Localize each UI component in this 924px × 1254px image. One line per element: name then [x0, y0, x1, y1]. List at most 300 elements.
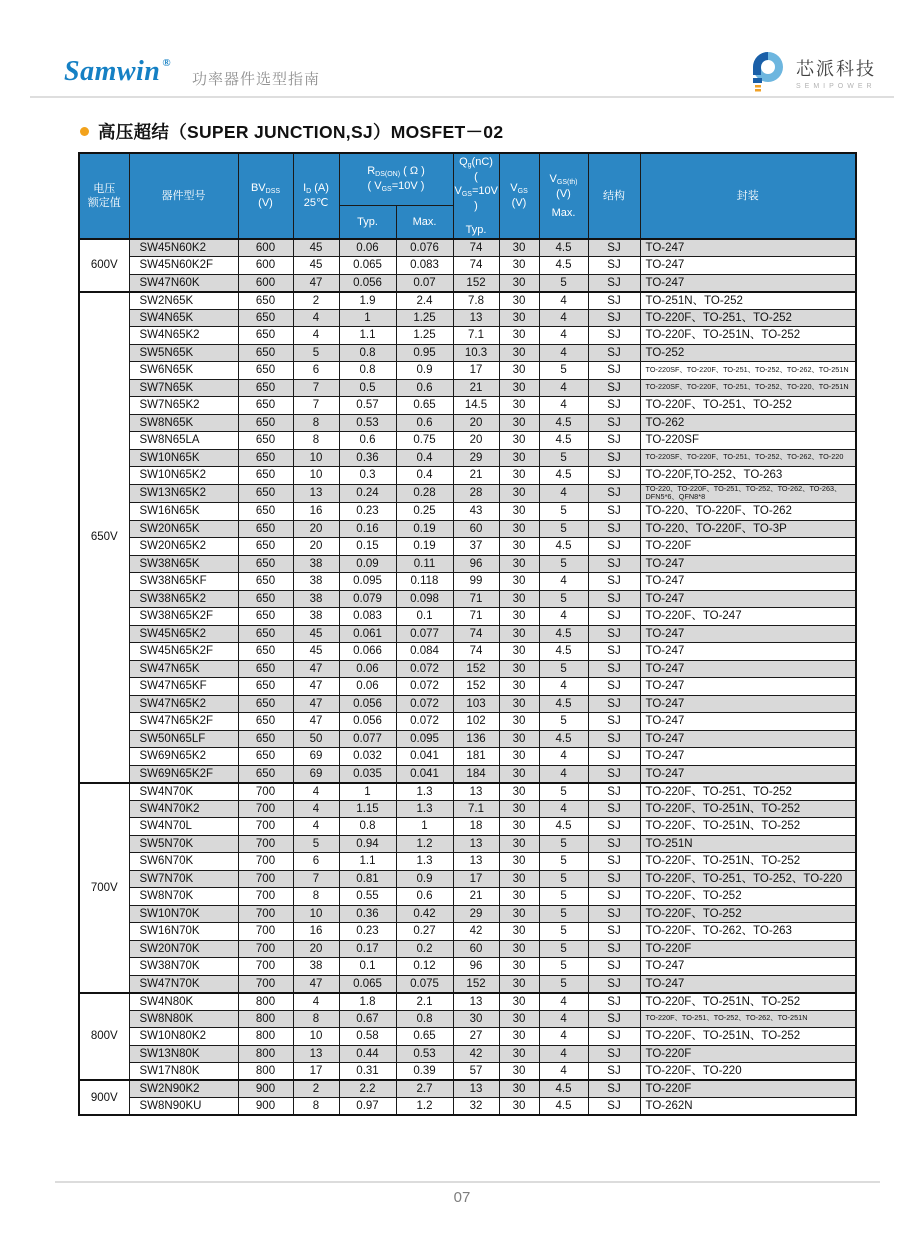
- cell-vgs: 30: [499, 783, 539, 801]
- cell-vgs: 30: [499, 590, 539, 608]
- cell-rds-typ: 2.2: [339, 1080, 396, 1098]
- cell-qg: 152: [453, 660, 499, 678]
- cell-part-number: SW45N65K2F: [129, 643, 238, 661]
- cell-vgs: 30: [499, 870, 539, 888]
- cell-package: TO-247: [640, 958, 856, 976]
- cell-part-number: SW8N65LA: [129, 432, 238, 450]
- cell-part-number: SW38N65K2F: [129, 608, 238, 626]
- cell-part-number: SW47N65K2F: [129, 713, 238, 731]
- cell-qg: 13: [453, 993, 499, 1011]
- cell-package: TO-220F: [640, 1045, 856, 1063]
- cell-rds-typ: 0.24: [339, 484, 396, 503]
- cell-rds-typ: 1.8: [339, 993, 396, 1011]
- cell-rds-typ: 0.066: [339, 643, 396, 661]
- cell-qg: 32: [453, 1098, 499, 1116]
- table-row: [79, 748, 856, 766]
- cell-vgs-th: 4: [539, 292, 588, 310]
- cell-id: 38: [293, 590, 339, 608]
- cell-id: 8: [293, 414, 339, 432]
- table-row: [79, 257, 856, 275]
- cell-vgs-th: 5: [539, 713, 588, 731]
- table-row: [79, 590, 856, 608]
- cell-part-number: SW13N80K: [129, 1045, 238, 1063]
- cell-vgs-th: 4: [539, 327, 588, 345]
- cell-vgs: 30: [499, 274, 539, 292]
- cell-bvdss: 650: [238, 643, 293, 661]
- cell-package: TO-247: [640, 765, 856, 783]
- cell-package: TO-220F、TO-251N、TO-252: [640, 327, 856, 345]
- cell-rds-typ: 0.3: [339, 467, 396, 485]
- cell-vgs: 30: [499, 573, 539, 591]
- cell-structure: SJ: [588, 765, 640, 783]
- cell-rds-max: 0.12: [396, 958, 453, 976]
- cell-id: 4: [293, 783, 339, 801]
- cell-structure: SJ: [588, 484, 640, 503]
- cell-bvdss: 650: [238, 432, 293, 450]
- cell-vgs: 30: [499, 975, 539, 993]
- cell-rds-typ: 0.8: [339, 818, 396, 836]
- table-row: [79, 905, 856, 923]
- cell-bvdss: 700: [238, 835, 293, 853]
- cell-vgs: 30: [499, 257, 539, 275]
- table-row: [79, 327, 856, 345]
- cell-vgs: 30: [499, 958, 539, 976]
- cell-structure: SJ: [588, 274, 640, 292]
- cell-structure: SJ: [588, 923, 640, 941]
- cell-rds-typ: 0.056: [339, 713, 396, 731]
- cell-vgs: 30: [499, 1045, 539, 1063]
- cell-rds-max: 0.072: [396, 660, 453, 678]
- cell-rds-typ: 0.032: [339, 748, 396, 766]
- table-row: [79, 923, 856, 941]
- cell-part-number: SW6N70K: [129, 853, 238, 871]
- cell-qg: 152: [453, 274, 499, 292]
- cell-rds-max: 0.75: [396, 432, 453, 450]
- cell-bvdss: 650: [238, 397, 293, 415]
- cell-id: 6: [293, 853, 339, 871]
- cell-vgs-th: 5: [539, 888, 588, 906]
- page-title: 高压超结（SUPER JUNCTION,SJ）MOSFET－02: [98, 122, 504, 142]
- cell-rds-max: 0.65: [396, 397, 453, 415]
- cell-vgs: 30: [499, 327, 539, 345]
- cell-part-number: SW17N80K: [129, 1063, 238, 1081]
- cell-part-number: SW4N80K: [129, 993, 238, 1011]
- cell-bvdss: 650: [238, 414, 293, 432]
- cell-part-number: SW8N70K: [129, 888, 238, 906]
- cell-rds-max: 0.041: [396, 765, 453, 783]
- cell-vgs-th: 5: [539, 274, 588, 292]
- table-row: [79, 1080, 856, 1098]
- cell-qg: 17: [453, 870, 499, 888]
- cell-package: TO-220F、TO-251N、TO-252: [640, 1028, 856, 1046]
- cell-package: TO-220F、TO-251、TO-252: [640, 783, 856, 801]
- table-row: [79, 818, 856, 836]
- cell-qg: 152: [453, 975, 499, 993]
- cell-package: TO-220F: [640, 1080, 856, 1098]
- cell-package: TO-220SF、TO-220F、TO-251、TO-252、TO-262、TO-251N: [640, 362, 856, 380]
- cell-id: 7: [293, 379, 339, 397]
- cell-package: TO-220F、TO-251、TO-252、TO-262、TO-251N: [640, 1010, 856, 1028]
- cell-structure: SJ: [588, 730, 640, 748]
- cell-rds-max: 0.098: [396, 590, 453, 608]
- cell-package: TO-251N、TO-252: [640, 292, 856, 310]
- brand-wordmark: Samwin: [64, 56, 161, 87]
- cell-vgs-th: 4.5: [539, 818, 588, 836]
- cell-structure: SJ: [588, 362, 640, 380]
- voltage-group-label: 900V: [79, 1080, 129, 1115]
- cell-qg: 102: [453, 713, 499, 731]
- col-header-qg: $Q_g(nC)$ ( $V_{GS}=10V$ ) Typ.: [453, 153, 499, 239]
- cell-bvdss: 650: [238, 538, 293, 556]
- cell-vgs-th: 4.5: [539, 432, 588, 450]
- cell-bvdss: 800: [238, 993, 293, 1011]
- cell-vgs: 30: [499, 309, 539, 327]
- cell-structure: SJ: [588, 940, 640, 958]
- cell-id: 5: [293, 835, 339, 853]
- cell-vgs: 30: [499, 835, 539, 853]
- table-row: [79, 292, 856, 310]
- table-row: [79, 309, 856, 327]
- cell-vgs-th: 5: [539, 923, 588, 941]
- cell-qg: 152: [453, 678, 499, 696]
- cell-rds-max: 0.072: [396, 695, 453, 713]
- table-row: [79, 1045, 856, 1063]
- cell-rds-max: 0.6: [396, 888, 453, 906]
- cell-id: 4: [293, 993, 339, 1011]
- cell-qg: 7.8: [453, 292, 499, 310]
- cell-rds-max: 1.25: [396, 327, 453, 345]
- col-header-part: 器件型号: [129, 153, 238, 239]
- cell-vgs: 30: [499, 555, 539, 573]
- cell-vgs: 30: [499, 818, 539, 836]
- cell-vgs: 30: [499, 800, 539, 818]
- company-name: 芯派科技: [796, 58, 876, 79]
- cell-vgs-th: 4: [539, 748, 588, 766]
- cell-package: TO-220F、TO-252: [640, 905, 856, 923]
- cell-part-number: SW45N60K2F: [129, 257, 238, 275]
- cell-structure: SJ: [588, 590, 640, 608]
- cell-part-number: SW8N65K: [129, 414, 238, 432]
- cell-structure: SJ: [588, 1028, 640, 1046]
- cell-qg: 42: [453, 923, 499, 941]
- cell-rds-typ: 0.09: [339, 555, 396, 573]
- cell-id: 4: [293, 327, 339, 345]
- cell-bvdss: 650: [238, 467, 293, 485]
- cell-structure: SJ: [588, 818, 640, 836]
- cell-vgs-th: 4: [539, 765, 588, 783]
- cell-package: TO-262N: [640, 1098, 856, 1116]
- cell-rds-max: 1.2: [396, 1098, 453, 1116]
- cell-vgs-th: 5: [539, 520, 588, 538]
- cell-package: TO-220、TO-220F、TO-251、TO-252、TO-262、TO-263、DFN5*6、QFN8*8: [640, 484, 856, 503]
- cell-structure: SJ: [588, 835, 640, 853]
- cell-part-number: SW4N65K: [129, 309, 238, 327]
- cell-structure: SJ: [588, 449, 640, 467]
- cell-package: TO-247: [640, 573, 856, 591]
- cell-rds-max: 1.3: [396, 783, 453, 801]
- cell-part-number: SW20N65K2: [129, 538, 238, 556]
- cell-id: 47: [293, 975, 339, 993]
- cell-id: 8: [293, 888, 339, 906]
- cell-rds-typ: 0.06: [339, 239, 396, 257]
- cell-rds-max: 0.6: [396, 414, 453, 432]
- cell-rds-max: 2.4: [396, 292, 453, 310]
- table-row: [79, 888, 856, 906]
- table-row: [79, 660, 856, 678]
- cell-package: TO-220、TO-220F、TO-262: [640, 503, 856, 521]
- table-row: [79, 362, 856, 380]
- table-row: [79, 853, 856, 871]
- cell-rds-typ: 0.056: [339, 274, 396, 292]
- cell-bvdss: 650: [238, 678, 293, 696]
- brand-logo: [64, 56, 171, 88]
- table-row: [79, 239, 856, 257]
- cell-bvdss: 800: [238, 1045, 293, 1063]
- cell-id: 4: [293, 818, 339, 836]
- cell-vgs: 30: [499, 414, 539, 432]
- table-row: [79, 379, 856, 397]
- cell-id: 16: [293, 923, 339, 941]
- cell-part-number: SW10N70K: [129, 905, 238, 923]
- cell-bvdss: 650: [238, 379, 293, 397]
- cell-rds-typ: 0.095: [339, 573, 396, 591]
- cell-vgs-th: 5: [539, 853, 588, 871]
- cell-part-number: SW4N65K2: [129, 327, 238, 345]
- col-header-rds-typ: Typ.: [339, 205, 396, 239]
- cell-rds-max: 0.077: [396, 625, 453, 643]
- cell-vgs: 30: [499, 888, 539, 906]
- cell-rds-typ: 0.6: [339, 432, 396, 450]
- cell-package: TO-247: [640, 257, 856, 275]
- cell-vgs: 30: [499, 239, 539, 257]
- cell-package: TO-247: [640, 660, 856, 678]
- voltage-group-label: 600V: [79, 239, 129, 292]
- cell-rds-max: 0.4: [396, 449, 453, 467]
- cell-rds-typ: 0.97: [339, 1098, 396, 1116]
- cell-part-number: SW4N70K: [129, 783, 238, 801]
- cell-qg: 74: [453, 625, 499, 643]
- cell-qg: 17: [453, 362, 499, 380]
- table-row: [79, 503, 856, 521]
- cell-vgs: 30: [499, 503, 539, 521]
- cell-rds-typ: 1.1: [339, 853, 396, 871]
- cell-bvdss: 650: [238, 555, 293, 573]
- cell-id: 8: [293, 1010, 339, 1028]
- cell-bvdss: 700: [238, 975, 293, 993]
- cell-rds-typ: 0.065: [339, 975, 396, 993]
- table-row: [79, 1028, 856, 1046]
- cell-id: 45: [293, 239, 339, 257]
- cell-bvdss: 650: [238, 590, 293, 608]
- cell-part-number: SW13N65K2: [129, 484, 238, 503]
- cell-id: 47: [293, 713, 339, 731]
- cell-bvdss: 700: [238, 783, 293, 801]
- cell-package: TO-220SF、TO-220F、TO-251、TO-252、TO-262、TO-220: [640, 449, 856, 467]
- col-header-vgs: $V_{GS}$ (V): [499, 153, 539, 239]
- cell-part-number: SW2N90K2: [129, 1080, 238, 1098]
- cell-qg: 71: [453, 590, 499, 608]
- cell-vgs-th: 5: [539, 555, 588, 573]
- mosfet-spec-table: [78, 152, 857, 1116]
- cell-vgs-th: 4: [539, 397, 588, 415]
- cell-rds-typ: 0.079: [339, 590, 396, 608]
- cell-part-number: SW20N65K: [129, 520, 238, 538]
- cell-structure: SJ: [588, 538, 640, 556]
- cell-id: 10: [293, 467, 339, 485]
- cell-rds-max: 1.3: [396, 853, 453, 871]
- cell-part-number: SW47N60K: [129, 274, 238, 292]
- cell-id: 5: [293, 344, 339, 362]
- table-row: [79, 573, 856, 591]
- cell-structure: SJ: [588, 520, 640, 538]
- cell-package: TO-247: [640, 625, 856, 643]
- cell-structure: SJ: [588, 625, 640, 643]
- cell-bvdss: 700: [238, 958, 293, 976]
- cell-rds-max: 0.2: [396, 940, 453, 958]
- cell-qg: 96: [453, 958, 499, 976]
- page-number: 07: [453, 1189, 471, 1206]
- table-row: [79, 975, 856, 993]
- cell-id: 7: [293, 397, 339, 415]
- cell-qg: 21: [453, 467, 499, 485]
- cell-vgs: 30: [499, 344, 539, 362]
- cell-structure: SJ: [588, 257, 640, 275]
- cell-package: TO-220F、TO-251N、TO-252: [640, 993, 856, 1011]
- cell-package: TO-247: [640, 678, 856, 696]
- cell-vgs-th: 4: [539, 678, 588, 696]
- cell-bvdss: 650: [238, 503, 293, 521]
- cell-vgs-th: 5: [539, 590, 588, 608]
- col-header-package: 封装: [640, 153, 856, 239]
- cell-qg: 184: [453, 765, 499, 783]
- cell-package: TO-220F、TO-251N、TO-252: [640, 800, 856, 818]
- cell-structure: SJ: [588, 748, 640, 766]
- cell-part-number: SW4N70K2: [129, 800, 238, 818]
- cell-part-number: SW2N65K: [129, 292, 238, 310]
- cell-id: 4: [293, 309, 339, 327]
- cell-qg: 71: [453, 608, 499, 626]
- cell-rds-max: 0.9: [396, 362, 453, 380]
- cell-qg: 13: [453, 853, 499, 871]
- cell-vgs-th: 4: [539, 379, 588, 397]
- cell-vgs: 30: [499, 748, 539, 766]
- cell-vgs-th: 4.5: [539, 239, 588, 257]
- cell-part-number: SW4N70L: [129, 818, 238, 836]
- cell-qg: 13: [453, 835, 499, 853]
- cell-qg: 37: [453, 538, 499, 556]
- table-row: [79, 555, 856, 573]
- cell-id: 10: [293, 1028, 339, 1046]
- cell-bvdss: 700: [238, 818, 293, 836]
- cell-rds-max: 0.6: [396, 379, 453, 397]
- cell-structure: SJ: [588, 344, 640, 362]
- cell-id: 4: [293, 800, 339, 818]
- cell-vgs: 30: [499, 1063, 539, 1081]
- cell-rds-max: 2.7: [396, 1080, 453, 1098]
- cell-vgs: 30: [499, 292, 539, 310]
- cell-rds-typ: 0.67: [339, 1010, 396, 1028]
- cell-id: 6: [293, 362, 339, 380]
- cell-id: 13: [293, 1045, 339, 1063]
- cell-part-number: SW8N90KU: [129, 1098, 238, 1116]
- cell-structure: SJ: [588, 309, 640, 327]
- cell-rds-typ: 0.8: [339, 344, 396, 362]
- cell-rds-typ: 0.5: [339, 379, 396, 397]
- cell-id: 16: [293, 503, 339, 521]
- registered-mark: ®: [162, 57, 172, 69]
- cell-id: 2: [293, 1080, 339, 1098]
- cell-vgs-th: 5: [539, 449, 588, 467]
- table-row: [79, 730, 856, 748]
- cell-structure: SJ: [588, 695, 640, 713]
- cell-vgs: 30: [499, 467, 539, 485]
- cell-vgs-th: 4: [539, 1010, 588, 1028]
- cell-part-number: SW7N65K: [129, 379, 238, 397]
- cell-vgs: 30: [499, 923, 539, 941]
- cell-bvdss: 700: [238, 923, 293, 941]
- cell-package: TO-220SF、TO-220F、TO-251、TO-252、TO-220、TO-251N: [640, 379, 856, 397]
- cell-part-number: SW38N65K2: [129, 590, 238, 608]
- cell-vgs: 30: [499, 765, 539, 783]
- cell-bvdss: 650: [238, 449, 293, 467]
- cell-id: 10: [293, 905, 339, 923]
- cell-rds-typ: 0.23: [339, 923, 396, 941]
- cell-qg: 74: [453, 257, 499, 275]
- cell-rds-max: 1.3: [396, 800, 453, 818]
- cell-part-number: SW38N65KF: [129, 573, 238, 591]
- cell-id: 47: [293, 660, 339, 678]
- cell-vgs-th: 4: [539, 608, 588, 626]
- cell-bvdss: 600: [238, 274, 293, 292]
- cell-vgs: 30: [499, 660, 539, 678]
- cell-structure: SJ: [588, 503, 640, 521]
- cell-qg: 27: [453, 1028, 499, 1046]
- cell-rds-typ: 0.1: [339, 958, 396, 976]
- cell-rds-typ: 0.065: [339, 257, 396, 275]
- cell-rds-typ: 0.58: [339, 1028, 396, 1046]
- cell-qg: 20: [453, 414, 499, 432]
- cell-vgs-th: 4.5: [539, 414, 588, 432]
- cell-qg: 43: [453, 503, 499, 521]
- cell-rds-typ: 0.81: [339, 870, 396, 888]
- cell-rds-typ: 0.8: [339, 362, 396, 380]
- cell-rds-typ: 0.077: [339, 730, 396, 748]
- cell-bvdss: 650: [238, 730, 293, 748]
- cell-id: 8: [293, 432, 339, 450]
- voltage-group-label: 800V: [79, 993, 129, 1081]
- header-divider: [30, 96, 894, 98]
- company-name-en: SEMIPOWER: [796, 82, 876, 90]
- cell-id: 45: [293, 643, 339, 661]
- cell-id: 38: [293, 555, 339, 573]
- cell-qg: 7.1: [453, 800, 499, 818]
- cell-package: TO-220F,TO-252、TO-263: [640, 467, 856, 485]
- cell-bvdss: 800: [238, 1028, 293, 1046]
- cell-qg: 13: [453, 1080, 499, 1098]
- cell-structure: SJ: [588, 379, 640, 397]
- cell-vgs: 30: [499, 432, 539, 450]
- cell-part-number: SW47N65K2: [129, 695, 238, 713]
- cell-qg: 30: [453, 1010, 499, 1028]
- cell-bvdss: 700: [238, 870, 293, 888]
- cell-rds-max: 0.076: [396, 239, 453, 257]
- cell-structure: SJ: [588, 327, 640, 345]
- cell-id: 20: [293, 520, 339, 538]
- cell-qg: 10.3: [453, 344, 499, 362]
- col-header-rds-max: Max.: [396, 205, 453, 239]
- cell-rds-max: 0.25: [396, 503, 453, 521]
- cell-vgs: 30: [499, 362, 539, 380]
